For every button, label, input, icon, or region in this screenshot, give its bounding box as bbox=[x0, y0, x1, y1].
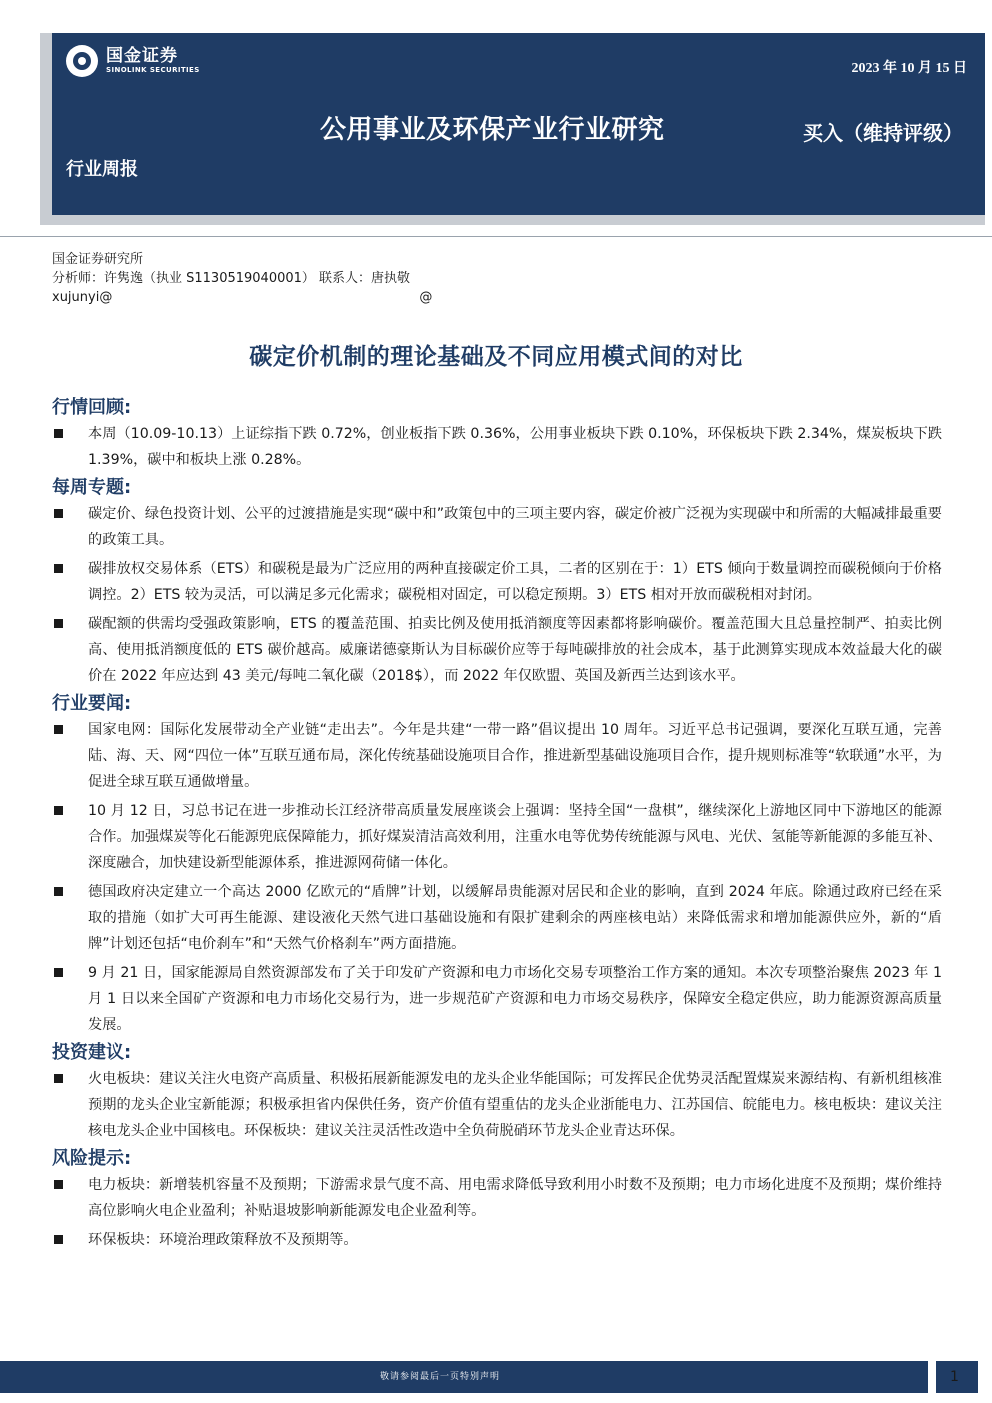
section-title: 风险提示: bbox=[52, 1148, 132, 1169]
list-item bbox=[52, 1172, 942, 1224]
square-bullet-icon bbox=[52, 1227, 88, 1253]
section-market-review bbox=[52, 396, 942, 473]
report-date: 2023 年 10 月 15 日 bbox=[851, 61, 967, 76]
report-body bbox=[52, 396, 942, 1256]
list-item bbox=[52, 879, 942, 957]
logo bbox=[66, 45, 200, 77]
bullet-text: 本周（10.09-10.13）上证综指下跌 0.72%，创业板指下跌 0.36%，公用事业板块下跌 0.10%，环保板块下跌 2.34%，煤炭板块下跌 1.39%，碳中和板块上涨 0.28%。 bbox=[88, 426, 942, 468]
bullet-text: 碳排放权交易体系（ETS）和碳税是最为广泛应用的两种直接碳定价工具，二者的区别在于：1）ETS 倾向于数量调控而碳税倾向于价格调控。2）ETS 较为灵活，可以满足多元化需求；碳税相对固定，可以稳定预期。3）ETS 相对开放而碳税相对封闭。 bbox=[88, 561, 942, 603]
square-bullet-icon bbox=[52, 611, 88, 689]
list-item bbox=[52, 798, 942, 876]
section-title: 投资建议: bbox=[52, 1042, 132, 1063]
square-bullet-icon bbox=[52, 1066, 88, 1144]
section-risk-warning bbox=[52, 1147, 942, 1253]
bullet-text: 德国政府决定建立一个高达 2000 亿欧元的“盾牌”计划，以缓解昂贵能源对居民和企业的影响，直到 2024 年底。除通过政府已经在采取的措施（如扩大可再生能源、建设液化天然气进口基础设施和有限扩建剩余的两座核电站）来降低需求和增加能源供应外，新的“盾牌”计划还包括“电价刹车”和“天然气价格刹车”两方面措施。 bbox=[88, 884, 942, 952]
institute-name: 国金证券研究所 bbox=[52, 252, 144, 267]
square-bullet-icon bbox=[52, 717, 88, 795]
contact-email[interactable]: @ bbox=[419, 290, 433, 305]
square-bullet-icon bbox=[52, 879, 88, 957]
logo-name-en: SINOLINK SECURITIES bbox=[106, 66, 200, 74]
list-item bbox=[52, 556, 942, 608]
bullet-text: 碳配额的供需均受强政策影响，ETS 的覆盖范围、拍卖比例及使用抵消额度等因素都将影响碳价。覆盖范围大且总量控制严、拍卖比例高、使用抵消额度低的 ETS 碳价越高。威廉诺德豪斯认为目标碳价应等于每吨碳排放的社会成本，基于此测算实现成本效益最大化的碳价在 2022 年应达到 43 美元/每吨二氧化碳（2018$），而 2022 年仅欧盟、英国及新西兰达到该水平。 bbox=[88, 616, 942, 684]
footer-bar bbox=[0, 1361, 978, 1393]
square-bullet-icon bbox=[52, 421, 88, 473]
list-item bbox=[52, 1227, 942, 1253]
disclaimer-note: 敬请参阅最后一页特别声明 bbox=[380, 1372, 501, 1382]
report-type: 行业周报 bbox=[66, 159, 138, 180]
author-block bbox=[52, 250, 432, 307]
section-title: 行业要闻: bbox=[52, 693, 132, 714]
analyst-email[interactable]: xujunyi@ bbox=[52, 290, 113, 305]
section-investment-advice bbox=[52, 1041, 942, 1144]
square-bullet-icon bbox=[52, 960, 88, 1038]
list-item bbox=[52, 611, 942, 689]
section-weekly-topic bbox=[52, 476, 942, 689]
analyst-line: 分析师：许隽逸（执业 S1130519040001） 联系人：唐执敬 bbox=[52, 271, 411, 286]
list-item bbox=[52, 960, 942, 1038]
section-title: 每周专题: bbox=[52, 477, 132, 498]
bullet-text: 碳定价、绿色投资计划、公平的过渡措施是实现“碳中和”政策包中的三项主要内容，碳定价被广泛视为实现碳中和所需的大幅减排最重要的政策工具。 bbox=[88, 506, 942, 548]
page-number: 1 bbox=[950, 1369, 959, 1385]
bullet-text: 9 月 21 日，国家能源局自然资源部发布了关于印发矿产资源和电力市场化交易专项整治工作方案的通知。本次专项整治聚焦 2023 年 1 月 1 日以来全国矿产资源和电力市场化交易行为，进一步规范矿产资源和电力市场交易秩序，保障安全稳定供应，助力能源资源高质量发展。 bbox=[88, 965, 942, 1033]
header-banner bbox=[52, 33, 985, 215]
bullet-text: 环保板块：环境治理政策释放不及预期等。 bbox=[88, 1232, 358, 1248]
bullet-text: 电力板块：新增装机容量不及预期；下游需求景气度不高、用电需求降低导致利用小时数不及预期；电力市场化进度不及预期；煤价维持高位影响火电企业盈利；补贴退坡影响新能源发电企业盈利等。 bbox=[88, 1177, 942, 1219]
list-item bbox=[52, 501, 942, 553]
section-title: 行情回顾: bbox=[52, 397, 132, 418]
list-item bbox=[52, 717, 942, 795]
section-industry-news bbox=[52, 692, 942, 1038]
square-bullet-icon bbox=[52, 501, 88, 553]
footer-notch bbox=[928, 1361, 936, 1393]
square-bullet-icon bbox=[52, 1172, 88, 1224]
bullet-text: 10 月 12 日，习总书记在进一步推动长江经济带高质量发展座谈会上强调：坚持全国“一盘棋”，继续深化上游地区同中下游地区的能源合作。加强煤炭等化石能源兜底保障能力，抓好煤炭清洁高效利用，注重水电等优势传统能源与风电、光伏、氢能等新能源的多能互补、深度融合，加快建设新型能源体系，推进源网荷储一体化。 bbox=[88, 803, 942, 871]
main-heading: 碳定价机制的理论基础及不同应用模式间的对比 bbox=[249, 344, 743, 370]
bullet-text: 火电板块：建议关注火电资产高质量、积极拓展新能源发电的龙头企业华能国际；可发挥民企优势灵活配置煤炭来源结构、有新机组核准预期的龙头企业宝新能源；积极承担省内保供任务，资产价值有望重估的龙头企业浙能电力、江苏国信、皖能电力。核电板块：建议关注核电龙头企业中国核电。环保板块：建议关注灵活性改造中全负荷脱硝环节龙头企业青达环保。 bbox=[88, 1071, 942, 1139]
header-divider bbox=[0, 236, 992, 237]
square-bullet-icon bbox=[52, 556, 88, 608]
list-item bbox=[52, 421, 942, 473]
email-line bbox=[52, 288, 432, 307]
logo-name-cn: 国金证券 bbox=[106, 46, 178, 66]
report-title: 公用事业及环保产业行业研究 bbox=[320, 115, 665, 145]
list-item bbox=[52, 1066, 942, 1144]
square-bullet-icon bbox=[52, 798, 88, 876]
rating-badge: 买入（维持评级） bbox=[803, 121, 963, 145]
bullet-text: 国家电网：国际化发展带动全产业链“走出去”。今年是共建“一带一路”倡议提出 10 周年。习近平总书记强调，要深化互联互通，完善陆、海、天、网“四位一体”互联互通布局，深化传统基础设施项目合作，推进新型基础设施项目合作，提升规则标准等“软联通”水平，为促进全球互联互通做增量。 bbox=[88, 722, 942, 790]
sinolink-logo-icon bbox=[66, 45, 98, 77]
